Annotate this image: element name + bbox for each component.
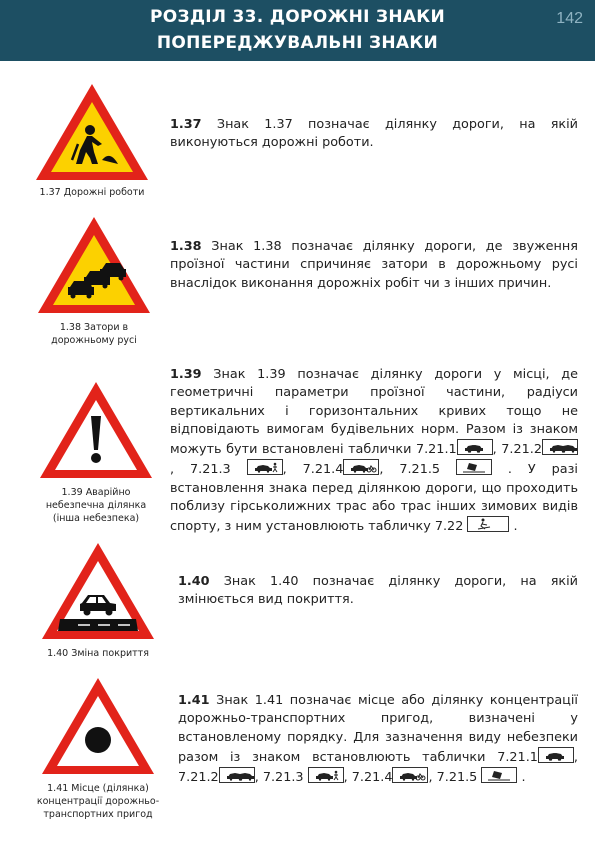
plate-pedestrian-icon bbox=[308, 767, 344, 783]
page-header bbox=[0, 0, 595, 61]
description-text: , 7.21.5 bbox=[379, 462, 441, 478]
section-title: РОЗДІЛ 33. ДОРОЖНІ ЗНАКИ bbox=[149, 7, 446, 27]
caption-line: 1.38 Затори в bbox=[59, 322, 129, 333]
description-text: , 7.21.2 bbox=[492, 442, 542, 458]
description-text: , 7.21.3 bbox=[170, 462, 231, 478]
page-number: 142 bbox=[556, 10, 583, 27]
sign-description bbox=[170, 116, 578, 153]
caption-line: небезпечна ділянка bbox=[45, 500, 147, 511]
description-text: Знак 1.38 позначає ділянку дороги, де звуження проїзної частини спричиняє затори в дорожньому русі внаслідок виконання дорожніх робіт чи з інших причин. bbox=[170, 239, 578, 291]
caption-line: 1.41 Місце (ділянка) bbox=[47, 783, 149, 794]
plate-cyclist-icon bbox=[343, 459, 379, 475]
plate-pedestrian-icon bbox=[247, 459, 283, 475]
description-text: . bbox=[521, 770, 526, 786]
section-subtitle: ПОПЕРЕДЖУВАЛЬНІ ЗНАКИ bbox=[156, 33, 439, 53]
exclamation-sign-icon bbox=[36, 378, 156, 484]
sign-number: 1.37 bbox=[170, 117, 202, 132]
sign-caption bbox=[26, 486, 166, 525]
sign-number: 1.39 bbox=[170, 367, 202, 382]
plate-rear-collision-icon bbox=[542, 439, 578, 455]
description-text: , 7.21.5 bbox=[428, 770, 478, 786]
plate-skier-icon bbox=[467, 516, 509, 532]
sign-caption: 1.40 Зміна покриття bbox=[47, 648, 149, 659]
roadworks-sign-icon bbox=[32, 80, 152, 186]
plate-cyclist-icon bbox=[392, 767, 428, 783]
plate-rollover-icon bbox=[481, 767, 517, 783]
sign-number: 1.41 bbox=[178, 693, 210, 708]
description-text: Знак 1.37 позначає ділянку дороги, на якій виконуються дорожні роботи. bbox=[170, 117, 578, 151]
description-text: . У разі встановлення знака перед ділянкою дороги, що проходить поблизу гірськолижних трас або трас інших зимових видів спорту, з ним установлюють табличку 7.22 bbox=[170, 462, 578, 535]
sign-description bbox=[170, 238, 578, 293]
plate-rollover-icon bbox=[456, 459, 492, 475]
sign-caption: 1.37 Дорожні роботи bbox=[39, 187, 145, 198]
plate-rear-collision-icon bbox=[219, 767, 255, 783]
sign-number: 1.38 bbox=[170, 239, 202, 254]
caption-line: дорожньому русі bbox=[51, 335, 137, 346]
caption-line: (інша небезпека) bbox=[52, 513, 140, 524]
traffic-jam-sign-icon bbox=[34, 213, 154, 319]
sign-description bbox=[178, 692, 578, 787]
plate-collision-icon bbox=[457, 439, 493, 455]
sign-caption bbox=[28, 782, 168, 821]
description-text: , 7.21.2 bbox=[178, 749, 578, 786]
description-text: , 7.21.4 bbox=[282, 462, 344, 478]
caption-line: транспортних пригод bbox=[43, 809, 153, 820]
sign-caption bbox=[24, 321, 164, 347]
accident-concentration-sign-icon bbox=[38, 674, 158, 780]
description-text: Знак 1.39 позначає ділянку дороги у місці, де геометричні параметри проїзної частини, радіуси вертикальних і горизонтальних кривих тощо не відповідають вимогам будівельних норм. Разом із знаком можуть бути встановлені таблички 7.21.1 bbox=[170, 367, 578, 458]
description-text: , 7.21.4 bbox=[343, 770, 393, 786]
plate-collision-icon bbox=[538, 747, 574, 763]
caption-line: концентрації дорожньо- bbox=[36, 796, 160, 807]
description-text: . bbox=[513, 519, 518, 535]
sign-description bbox=[178, 573, 578, 610]
description-text: Знак 1.40 позначає ділянку дороги, на якій змінюється вид покриття. bbox=[178, 574, 578, 608]
description-text: , 7.21.3 bbox=[254, 770, 304, 786]
sign-description bbox=[170, 366, 578, 537]
sign-number: 1.40 bbox=[178, 574, 210, 589]
caption-line: 1.39 Аварійно bbox=[61, 487, 131, 498]
road-surface-change-sign-icon bbox=[38, 539, 158, 645]
description-text: Знак 1.41 позначає місце або ділянку концентрації дорожньо-транспортних пригод, визначені у встановленому порядку. Для зазначення виду небезпеки разом із знаком встановлюють таблички 7.21.1 bbox=[178, 693, 578, 765]
